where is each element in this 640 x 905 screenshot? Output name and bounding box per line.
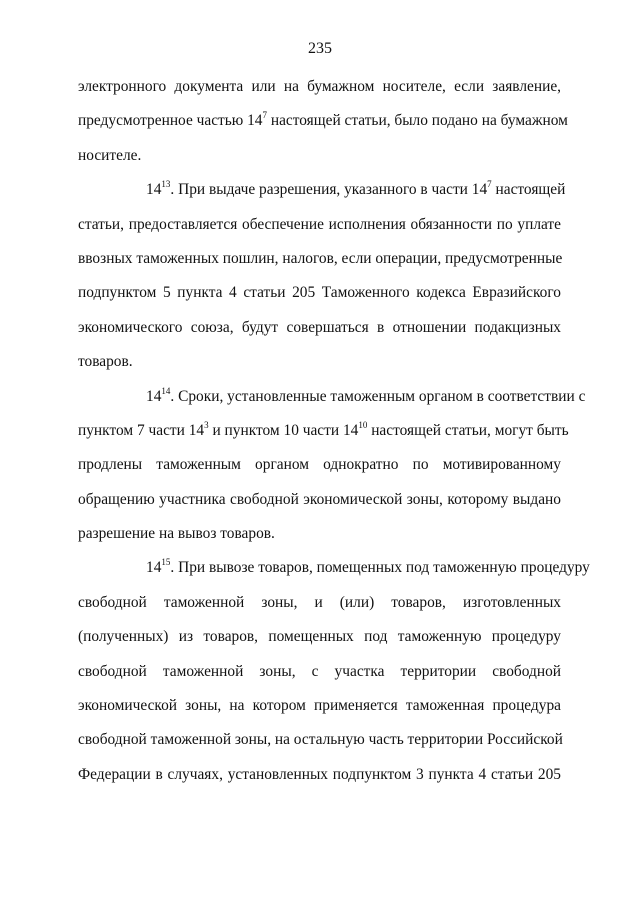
paragraph-1-line-3: носителе. bbox=[78, 146, 142, 164]
paragraph-14-13-line-4: подпунктом 5 пункта 4 статьи 205 Таможенного кодекса Евразийского bbox=[78, 284, 561, 302]
paragraph-14-14-line-1: $14^{14}$. Сроки, установленные таможенным органом в соответствии с bbox=[146, 385, 586, 405]
paragraph-14-15-line-2: свободной таможенной зоны, и (или) товаров, изготовленных bbox=[78, 593, 561, 611]
paragraph-14-15-line-1: $14^{15}$. При вывозе товаров, помещенных под таможенную процедуру bbox=[146, 557, 590, 577]
paragraph-1-line-2: предусмотренное частью $14^7$ настоящей статьи, было подано на бумажном bbox=[78, 110, 568, 130]
paragraph-14-14-line-3: продлены таможенным органом однократно по мотивированному bbox=[78, 456, 561, 474]
paragraph-14-15-line-3: (полученных) из товаров, помещенных под таможенную процедуру bbox=[78, 628, 561, 646]
paragraph-14-15-line-4: свободной таможенной зоны, с участка территории свободной bbox=[78, 662, 561, 680]
paragraph-14-15-line-5: экономической зоны, на котором применяется таможенная процедура bbox=[78, 697, 561, 715]
paragraph-14-14-line-4: обращению участника свободной экономической зоны, которому выдано bbox=[78, 490, 561, 508]
paragraph-14-15-line-6: свободной таможенной зоны, на остальную часть территории Российской bbox=[78, 731, 563, 749]
paragraph-14-13-line-3: ввозных таможенных пошлин, налогов, если операции, предусмотренные bbox=[78, 249, 563, 267]
page-number: 235 bbox=[308, 40, 332, 57]
paragraph-14-13-line-2: статьи, предоставляется обеспечение исполнения обязанности по уплате bbox=[78, 215, 561, 233]
paragraph-14-14-line-5: разрешение на вывоз товаров. bbox=[78, 525, 275, 543]
paragraph-14-13-line-6: товаров. bbox=[78, 353, 133, 371]
paragraph-14-15-line-7: Федерации в случаях, установленных подпунктом 3 пункта 4 статьи 205 bbox=[78, 765, 561, 783]
document-body bbox=[78, 76, 590, 798]
paragraph-14-13-line-5: экономического союза, будут совершаться в отношении подакцизных bbox=[78, 318, 561, 336]
paragraph-14-14-line-2: пунктом 7 части $14^3$ и пунктом 10 части $14^{10}$ настоящей статьи, могут быть bbox=[78, 419, 569, 439]
paragraph-14-13-line-1: $14^{13}$. При выдаче разрешения, указанного в части $14^7$ настоящей bbox=[146, 179, 566, 199]
paragraph-1-line-1: электронного документа или на бумажном носителе, если заявление, bbox=[78, 78, 561, 95]
